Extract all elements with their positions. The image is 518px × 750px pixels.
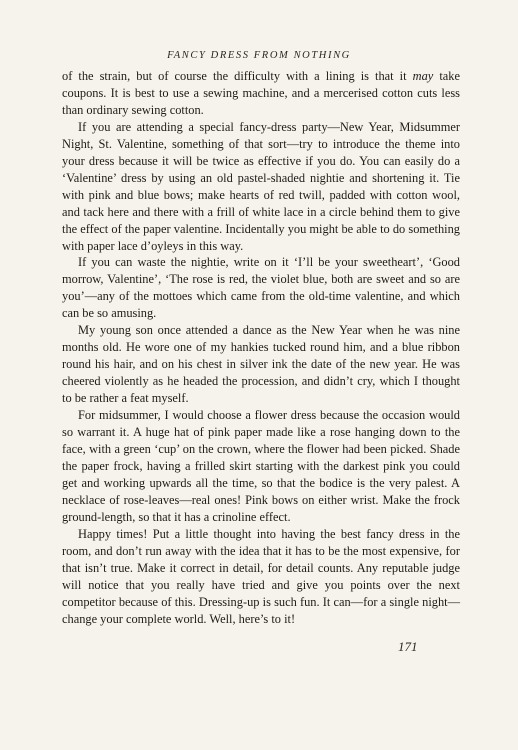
body-text bbox=[62, 68, 460, 627]
paragraph-new-year: My young son once attended a dance as the New Year when he was nine months old. He wore one of my hankies tucked round him, and a blue ribbon round his hair, and on his chest in silver ink the date of the new year. He was cheered violently as he headed the procession, and didn’t cry, which I thought to be rather a feat myself. bbox=[62, 323, 460, 406]
page-number: 171 bbox=[398, 639, 418, 654]
paragraph-text-after: take coupons. It is best to use a sewing machine, and a mercerised cotton cuts less than ordinary sewing cotton. bbox=[62, 69, 460, 117]
paragraph-midsummer: For midsummer, I would choose a flower dress because the occasion would so warrant it. A huge hat of pink paper made like a rose hanging down to the face, with a green ‘cup’ on the crown, where the flower had been picked. Shade the paper frock, having a frilled skirt starting with the darkest pink you could get and working upwards all the time, so that the bodice is the very palest. A necklace of rose-leaves—real ones! Pink bows on either wrist. Make the frock ground-length, so that it has a crinoline effect. bbox=[62, 408, 460, 524]
paragraph-valentine: If you are attending a special fancy-dress party—New Year, Midsummer Night, St. Valentine, something of that sort—try to introduce the theme into your dress because it will be twice as effective if you do. You can easily do a ‘Valentine’ dress by using an old pastel-shaded nightie and shortening it. Tie with pink and blue bows; make hearts of red twill, padded with cotton wool, and tack here and there with a frill of white lace in a circle behind them to give the effect of the paper valentine. Incidentally you might be able to do something with paper lace d’oyleys in this way. bbox=[62, 119, 460, 253]
emphasis-may: may bbox=[412, 69, 434, 83]
running-head: FANCY DRESS FROM NOTHING bbox=[167, 50, 351, 61]
paragraph-text-before: of the strain, but of course the difficulty with a lining is that it bbox=[62, 69, 413, 83]
paragraph-continuation bbox=[62, 68, 460, 119]
paragraph-mottoes: If you can waste the nightie, write on it ‘I’ll be your sweetheart’, ‘Good morrow, Valentine’, ‘The rose is red, the violet blue, both are sweet and so are you’—any of the mottoes which came from the old-time valentine, and which can be so amusing. bbox=[62, 255, 460, 321]
paragraph-happy-times: Happy times! Put a little thought into having the best fancy dress in the room, and don’t run away with the idea that it has to be the most expensive, for that isn’t true. Make it correct in detail, for detail counts. Any reputable judge will notice that you really have tried and give you points over the next competitor because of this. Dressing-up is such fun. It can—for a single night—change your complete world. Well, here’s to it! bbox=[62, 526, 460, 626]
